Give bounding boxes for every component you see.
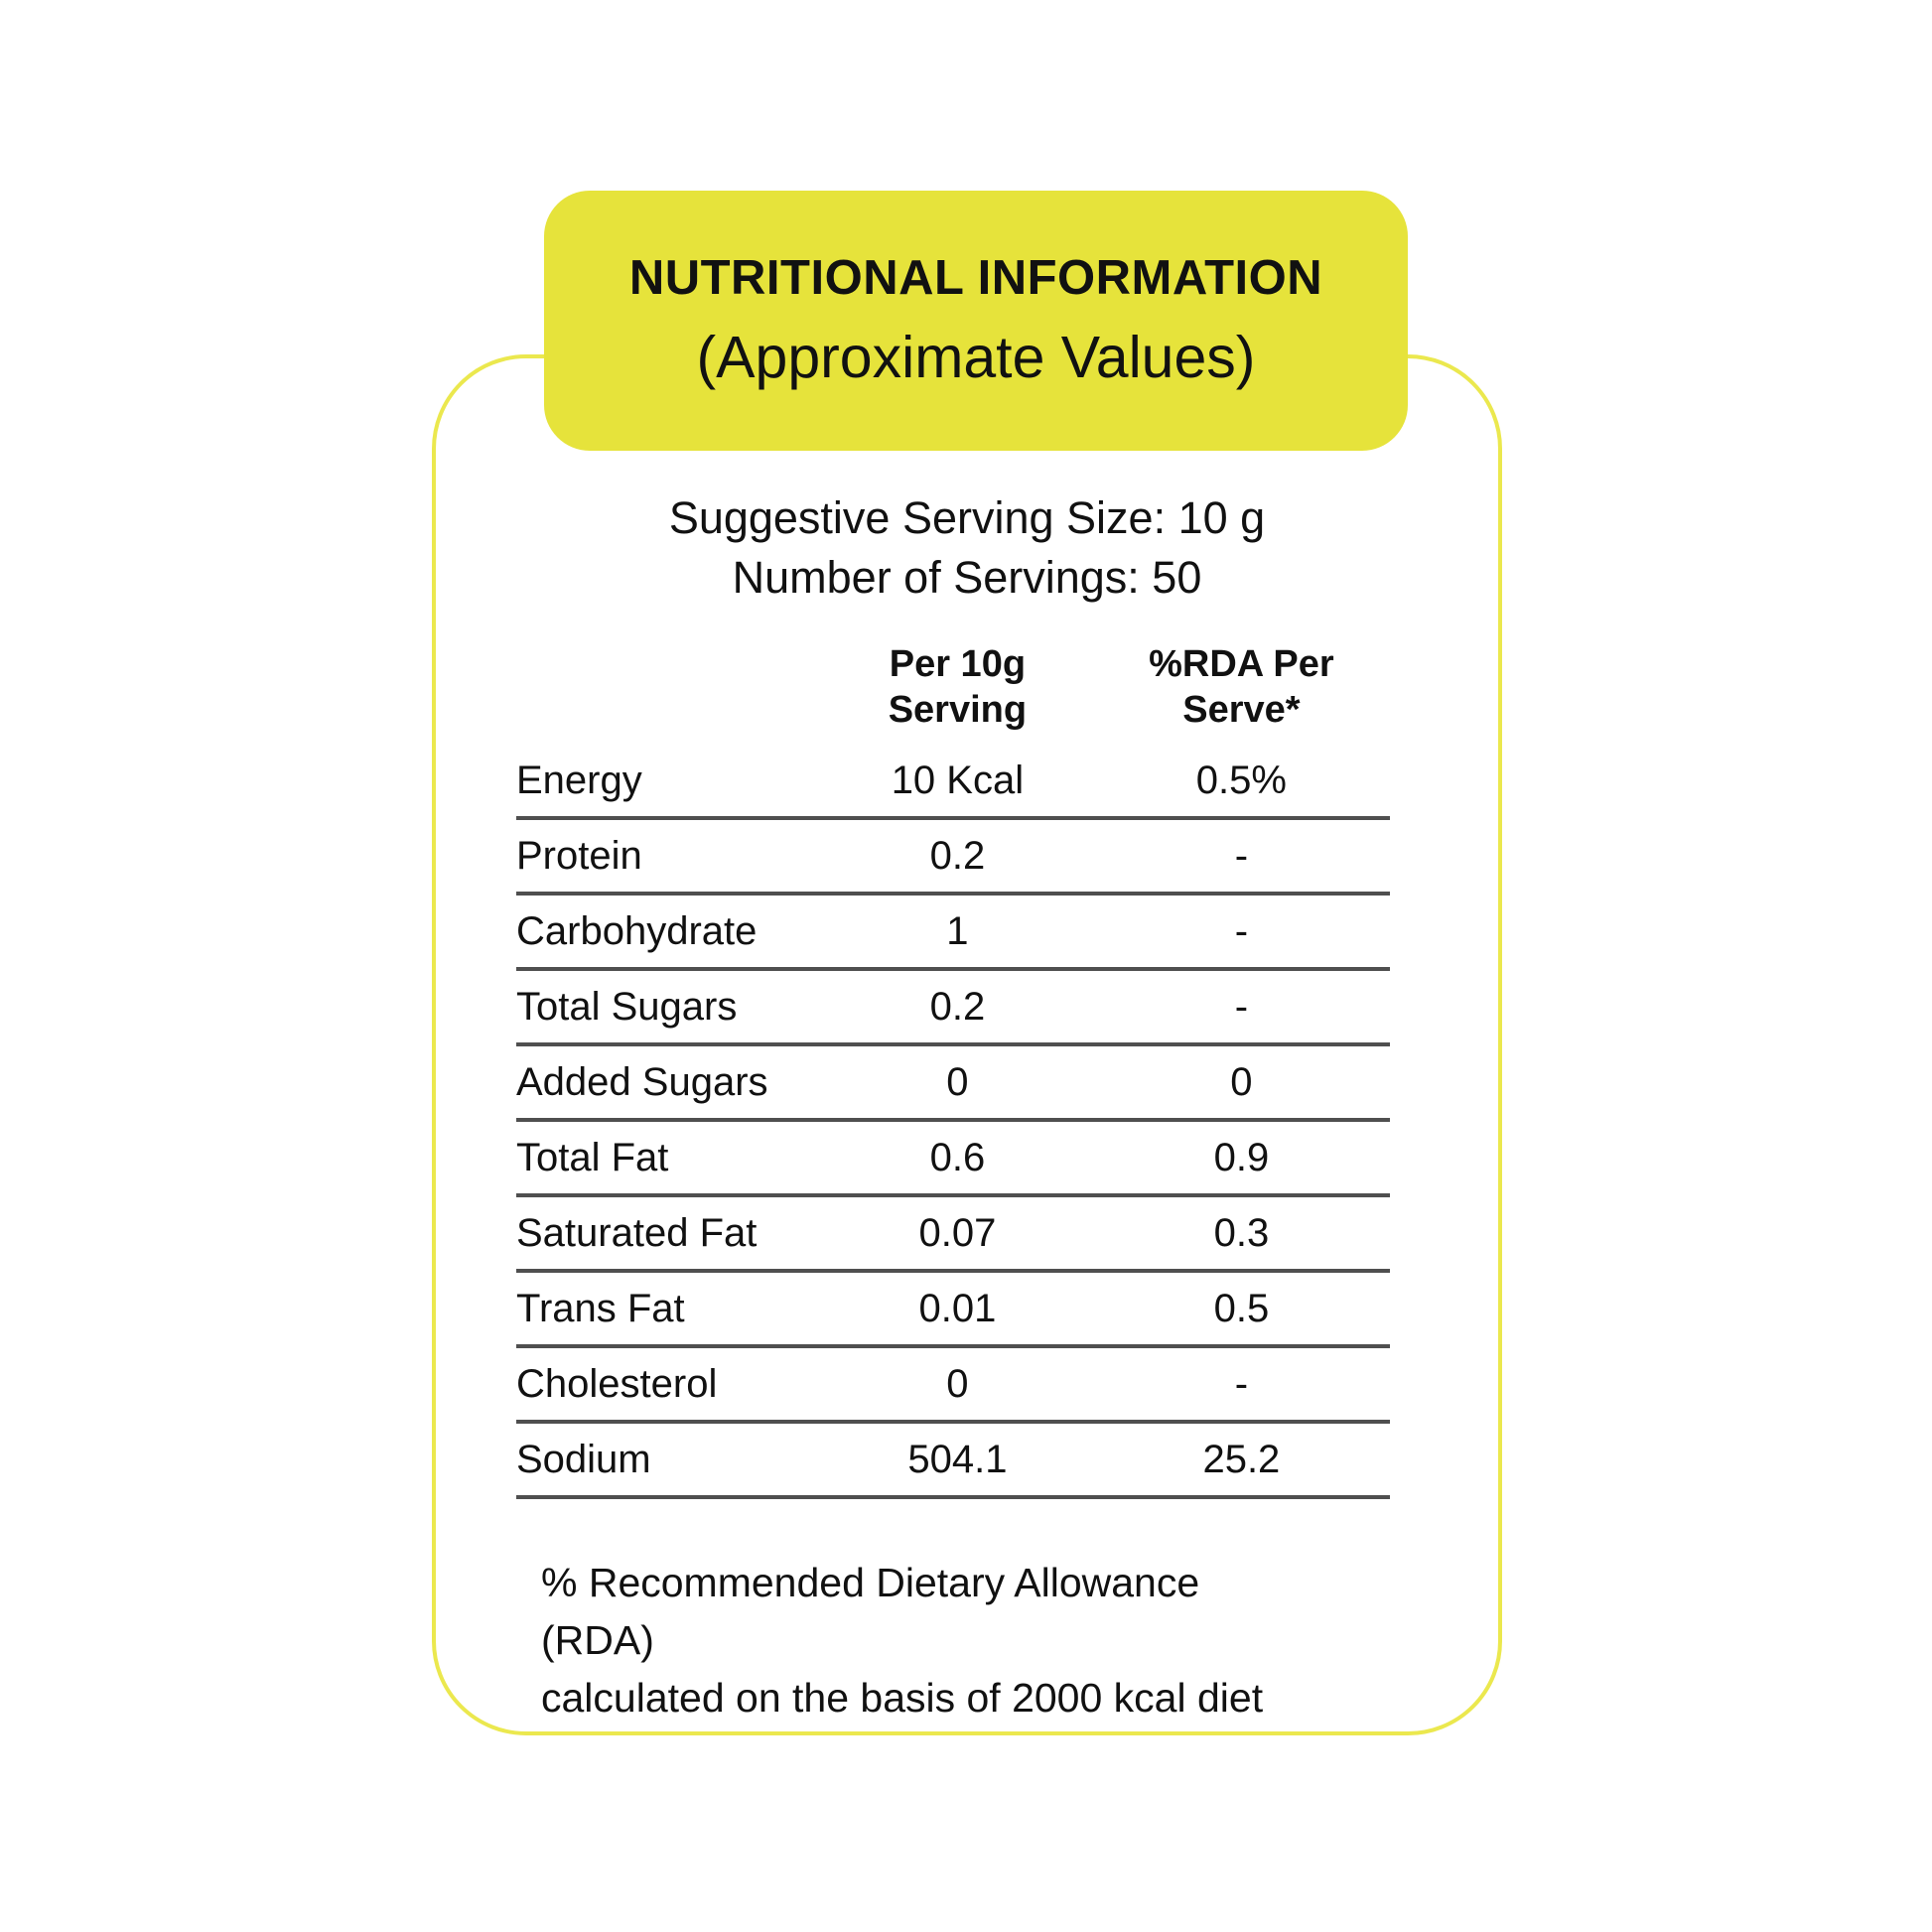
table-row	[516, 1046, 1390, 1122]
rda-value: 0	[1230, 1059, 1253, 1104]
nutrient-label: Saturated Fat	[516, 1210, 758, 1255]
header-cell-rda: %RDA Per Serve*	[1149, 643, 1334, 731]
rda-footnote	[541, 1554, 1296, 1726]
table-row	[516, 971, 1390, 1046]
page-subtitle: (Approximate Values)	[696, 325, 1256, 390]
nutrient-label: Total Sugars	[516, 984, 738, 1029]
per-serving-value: 1	[946, 908, 969, 953]
page-title: NUTRITIONAL INFORMATION	[628, 251, 1323, 305]
table-row	[516, 745, 1390, 820]
nutrient-label: Protein	[516, 833, 642, 878]
rda-value: 0.5%	[1195, 758, 1287, 802]
header-cell-per-serving	[822, 641, 1093, 733]
nutrient-label: Cholesterol	[516, 1361, 718, 1406]
title-banner	[544, 191, 1408, 451]
per-serving-value: 0	[946, 1059, 969, 1104]
table-header-row	[516, 645, 1390, 745]
rda-value: -	[1234, 833, 1249, 878]
per-serving-value: 10 Kcal	[891, 758, 1025, 802]
per-serving-header-line1: Per 10g	[889, 643, 1027, 685]
rda-footnote-line2: calculated on the basis of 2000 kcal diet	[541, 1675, 1264, 1721]
table-row	[516, 896, 1390, 971]
rda-value: -	[1234, 908, 1249, 953]
nutrition-table	[516, 645, 1390, 1499]
per-serving-value: 0.07	[918, 1210, 997, 1255]
rda-value: 25.2	[1202, 1437, 1281, 1481]
rda-value: -	[1234, 984, 1249, 1029]
rda-value: -	[1234, 1361, 1249, 1406]
rda-footnote-line1: % Recommended Dietary Allowance (RDA)	[541, 1560, 1200, 1663]
nutrient-label: Added Sugars	[516, 1059, 768, 1104]
table-rows	[516, 745, 1390, 1499]
rda-value: 0.9	[1213, 1135, 1270, 1179]
per-serving-value: 0.6	[929, 1135, 986, 1179]
per-serving-header-line2: Serving	[888, 689, 1028, 731]
nutrient-label: Sodium	[516, 1437, 651, 1481]
rda-value: 0.3	[1213, 1210, 1270, 1255]
per-serving-value: 0.01	[918, 1286, 997, 1330]
servings-count-text: Number of Servings: 50	[732, 552, 1202, 603]
table-row	[516, 1273, 1390, 1348]
table-row	[516, 1424, 1390, 1499]
table-row	[516, 1348, 1390, 1424]
nutrient-label: Carbohydrate	[516, 908, 758, 953]
serving-info	[432, 488, 1502, 608]
table-row	[516, 1197, 1390, 1273]
per-serving-value: 0.2	[929, 833, 986, 878]
serving-size-text: Suggestive Serving Size: 10 g	[668, 492, 1266, 543]
nutrient-label: Energy	[516, 758, 642, 802]
table-row	[516, 1122, 1390, 1197]
per-serving-value: 0.2	[929, 984, 986, 1029]
nutrient-label: Total Fat	[516, 1135, 669, 1179]
per-serving-value: 504.1	[907, 1437, 1008, 1481]
table-row	[516, 820, 1390, 896]
rda-value: 0.5	[1213, 1286, 1270, 1330]
per-serving-value: 0	[946, 1361, 969, 1406]
nutrient-label: Trans Fat	[516, 1286, 685, 1330]
